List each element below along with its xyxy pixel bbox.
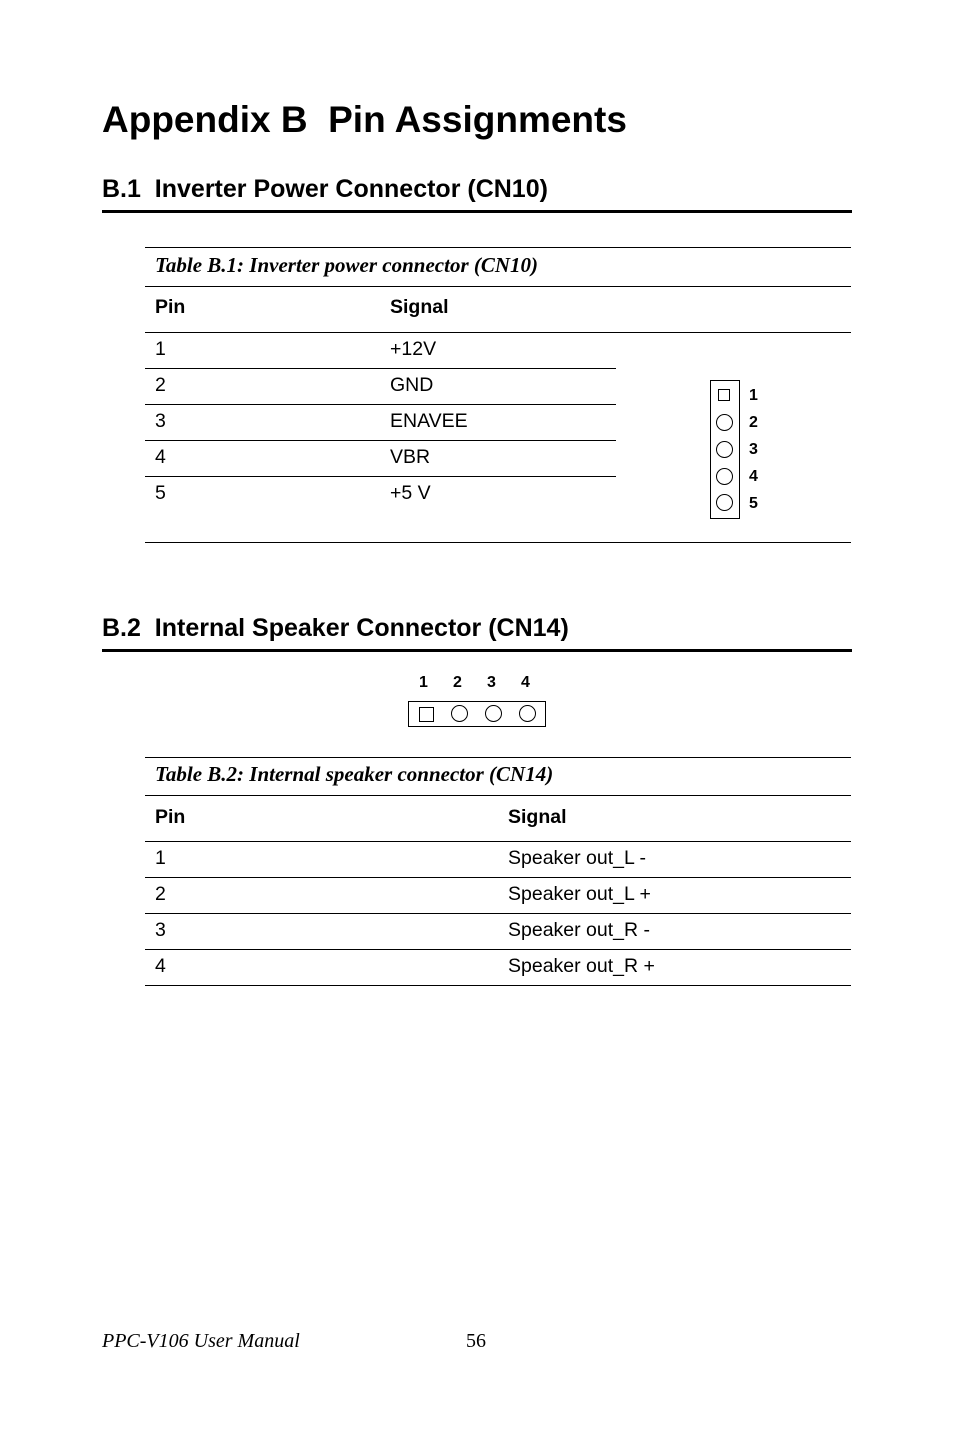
table2-header-pin: Pin — [155, 806, 186, 828]
table2-cell-pin: 3 — [155, 919, 166, 941]
cn14-pin-label: 4 — [521, 674, 530, 691]
table2-row-rule — [145, 913, 851, 914]
table2-header-rule — [145, 841, 851, 842]
pin-circle-icon — [451, 705, 468, 722]
table1-header-rule — [145, 332, 851, 333]
table1-cell-pin: 5 — [155, 482, 166, 504]
cn10-pin-label: 3 — [749, 441, 758, 458]
table2-row-rule — [145, 877, 851, 878]
cn10-pin-label: 5 — [749, 495, 758, 512]
section-heading-b1: B.1 Inverter Power Connector (CN10) — [102, 175, 548, 203]
table1-bottom-rule — [145, 542, 851, 543]
table1-header-signal: Signal — [390, 296, 449, 318]
table1-cell-signal: ENAVEE — [390, 410, 468, 432]
table1-caption-rule — [145, 286, 851, 287]
cn10-pin-label: 1 — [749, 387, 758, 404]
cn14-pin-label: 1 — [419, 674, 428, 691]
footer-manual-name: PPC-V106 User Manual — [102, 1330, 300, 1352]
pin-circle-icon — [716, 468, 733, 485]
table2-top-rule — [145, 757, 851, 758]
table2-cell-pin: 1 — [155, 847, 166, 869]
table1-row-rule — [145, 404, 616, 405]
table1-cell-pin: 4 — [155, 446, 166, 468]
table2-header-signal: Signal — [508, 806, 567, 828]
table2-cell-signal: Speaker out_R - — [508, 919, 650, 941]
page-title: Appendix B Pin Assignments — [102, 99, 627, 140]
table1-header-pin: Pin — [155, 296, 186, 318]
table2-cell-signal: Speaker out_L - — [508, 847, 647, 869]
table2-cell-pin: 2 — [155, 883, 166, 905]
table2-cell-pin: 4 — [155, 955, 166, 977]
pin-circle-icon — [716, 494, 733, 511]
table2-row-rule — [145, 949, 851, 950]
pin-circle-icon — [716, 441, 733, 458]
table1-cell-signal: +12V — [390, 338, 437, 360]
table1-cell-pin: 3 — [155, 410, 166, 432]
pin-circle-icon — [485, 705, 502, 722]
table1-row-rule — [145, 476, 616, 477]
table1-cell-signal: VBR — [390, 446, 431, 468]
table2-caption: Table B.2: Internal speaker connector (CN14) — [155, 762, 554, 786]
cn10-connector-diagram — [710, 380, 740, 519]
cn14-pin-label: 2 — [453, 674, 462, 691]
section-rule-b2 — [102, 649, 852, 652]
table1-top-rule — [145, 247, 851, 248]
table2-cell-signal: Speaker out_R + — [508, 955, 655, 977]
table2-cell-signal: Speaker out_L + — [508, 883, 651, 905]
table1-row-rule — [145, 440, 616, 441]
cn14-connector-diagram — [408, 701, 546, 727]
pin-circle-icon — [519, 705, 536, 722]
pin-circle-icon — [716, 414, 733, 431]
table1-cell-signal: GND — [390, 374, 434, 396]
pin-square-icon — [419, 707, 434, 722]
cn10-pin-label: 4 — [749, 468, 758, 485]
section-heading-b2: B.2 Internal Speaker Connector (CN14) — [102, 614, 569, 642]
table1-row-rule — [145, 368, 616, 369]
cn10-pin-label: 2 — [749, 414, 758, 431]
table1-cell-pin: 2 — [155, 374, 166, 396]
table1-cell-pin: 1 — [155, 338, 166, 360]
footer-page-number: 56 — [466, 1330, 486, 1352]
table1-caption: Table B.1: Inverter power connector (CN10) — [155, 253, 539, 277]
table2-caption-rule — [145, 795, 851, 796]
table1-cell-signal: +5 V — [390, 482, 431, 504]
cn14-pin-label: 3 — [487, 674, 496, 691]
section-rule-b1 — [102, 210, 852, 213]
table2-bottom-rule — [145, 985, 851, 986]
pin-square-icon — [718, 389, 730, 401]
